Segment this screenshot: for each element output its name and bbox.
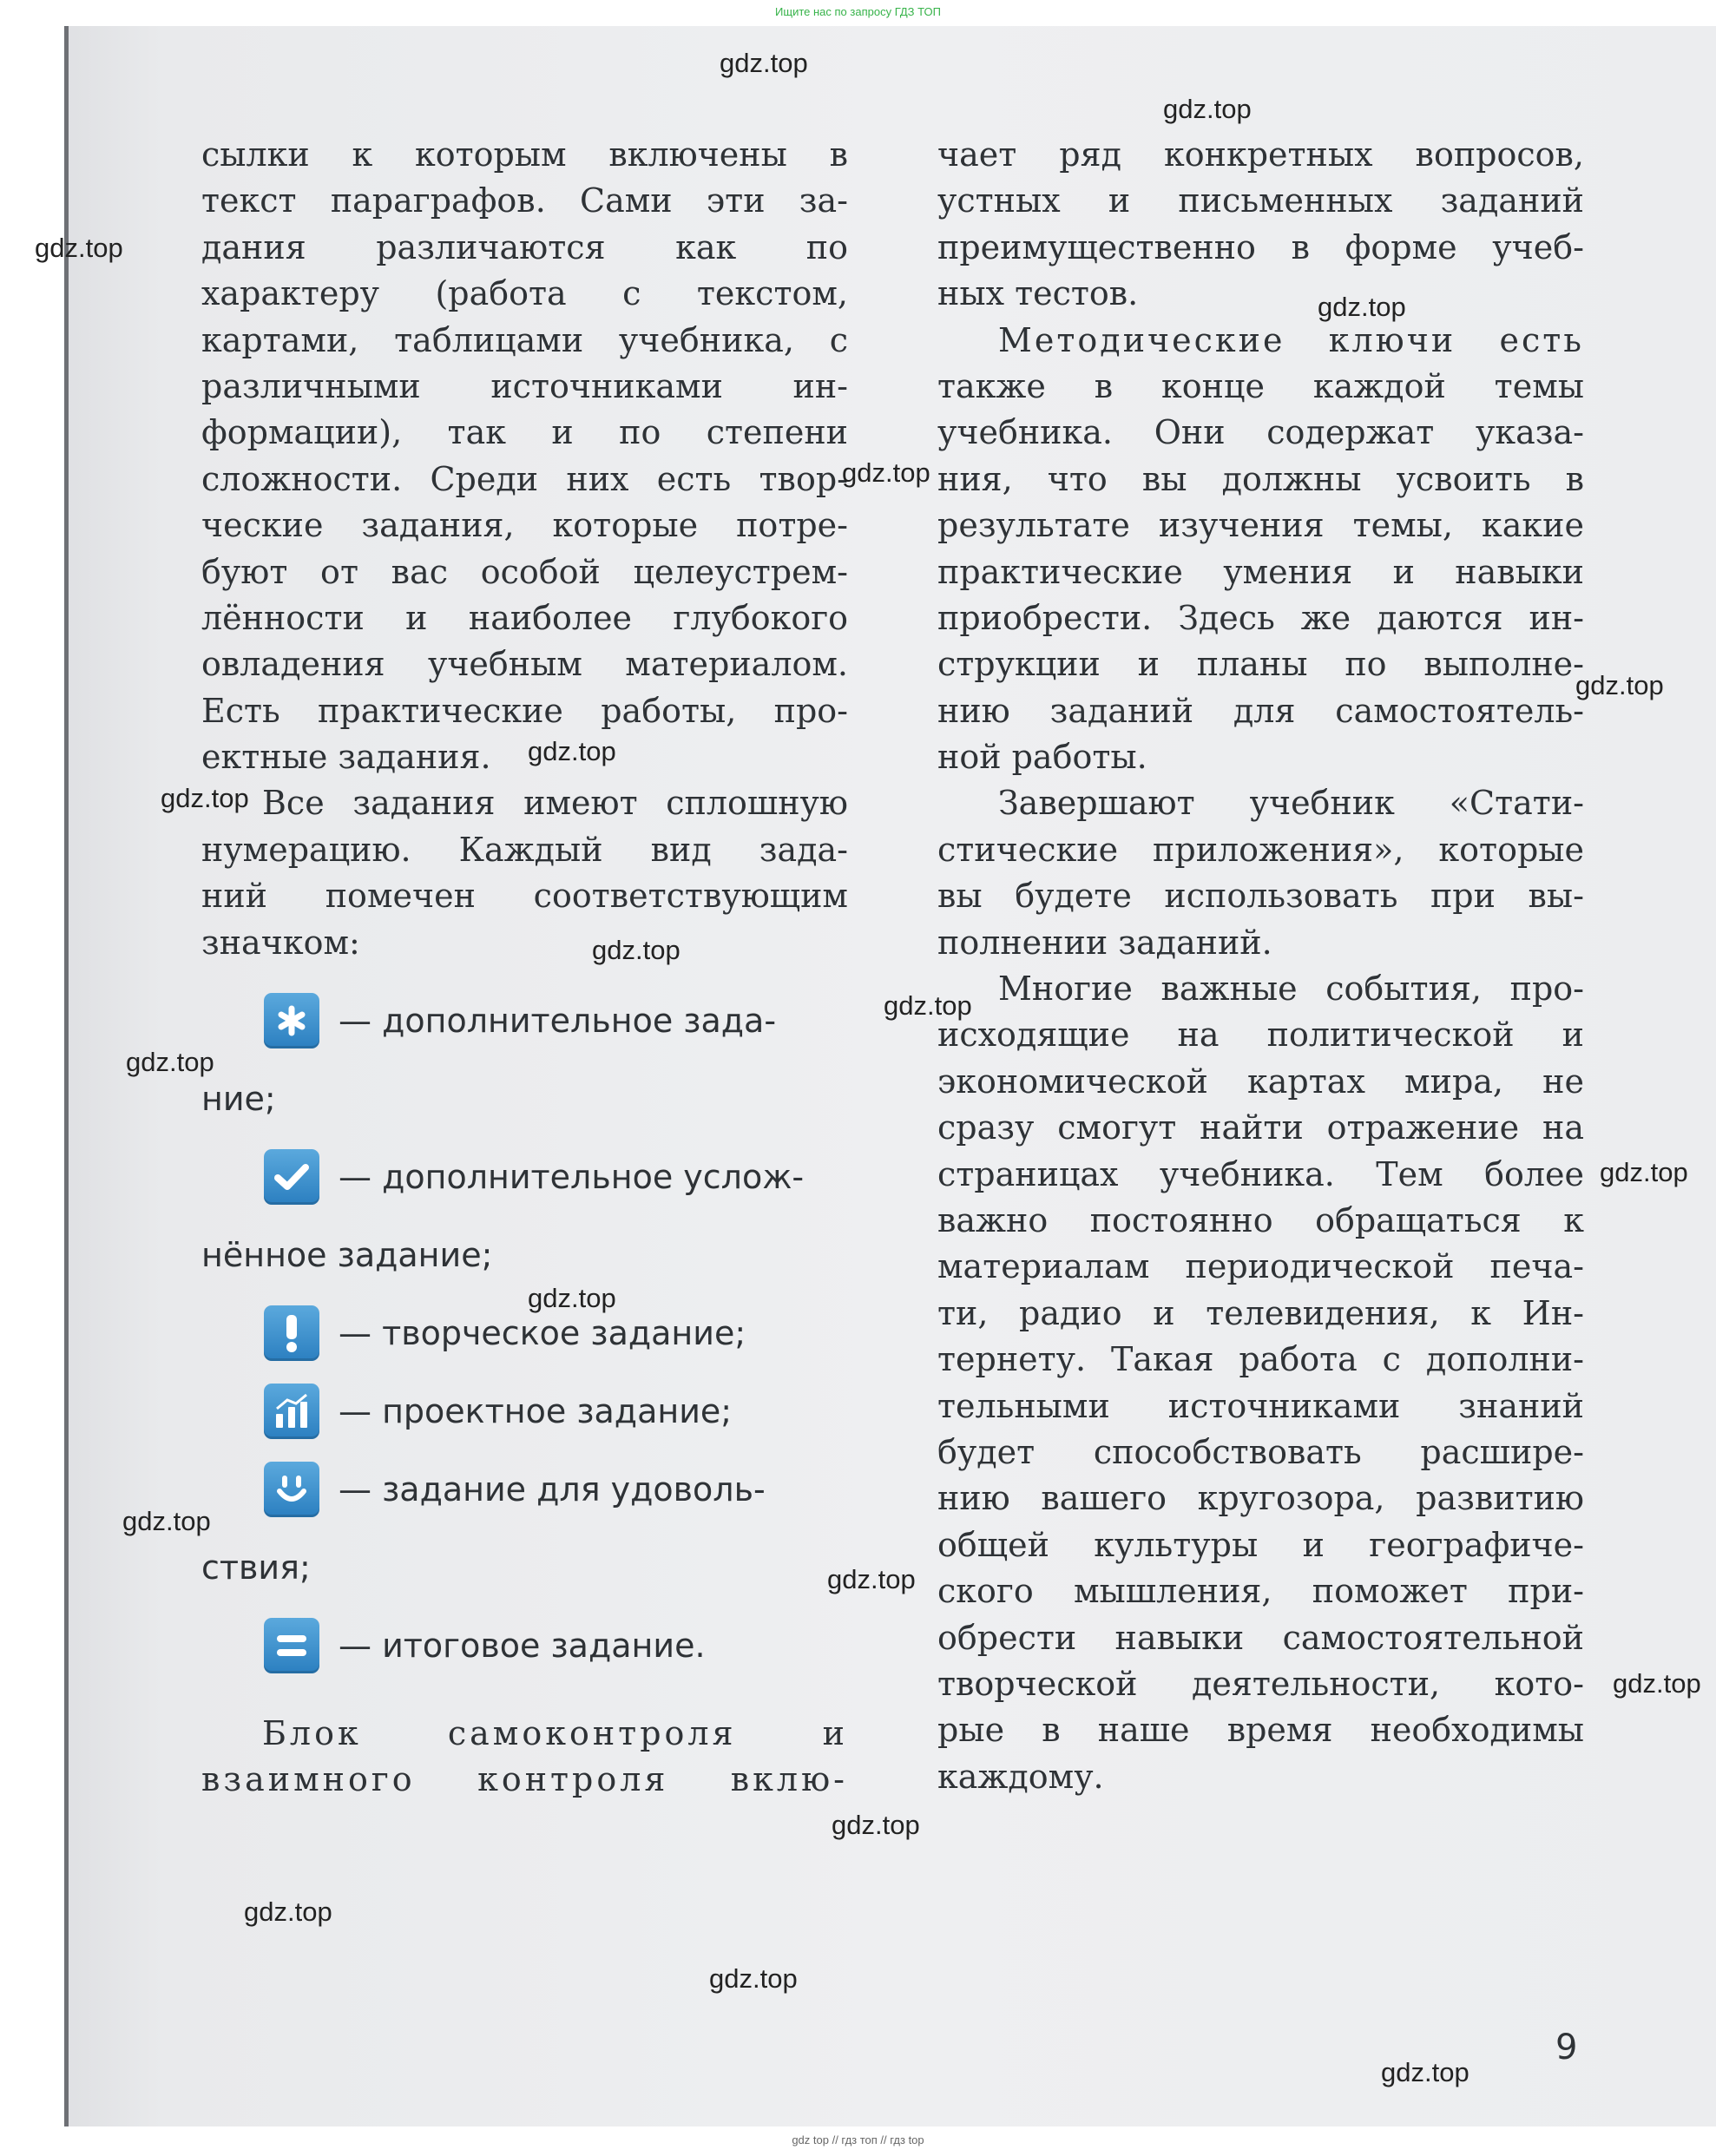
checkmark-icon bbox=[264, 1149, 319, 1205]
watermark: gdz.top bbox=[244, 1896, 332, 1927]
exclamation-icon bbox=[264, 1305, 319, 1361]
text-line: результате изучения темы, какие bbox=[937, 506, 1584, 545]
text-line: материалам периодической печа- bbox=[937, 1247, 1584, 1286]
left-column bbox=[201, 132, 848, 966]
bar-chart-icon bbox=[264, 1384, 319, 1439]
text-line: приобрести. Здесь же даются ин- bbox=[937, 598, 1584, 637]
text-line: практические умения и навыки bbox=[937, 552, 1584, 591]
text-line: стические приложения», которые bbox=[937, 830, 1584, 869]
text-line: обрести навыки самостоятельной bbox=[937, 1618, 1584, 1657]
text-line: ческие задания, которые потре- bbox=[201, 506, 848, 545]
text-line: ектные задания. bbox=[201, 738, 491, 777]
legend-item-creative bbox=[201, 1307, 848, 1359]
text-line: характеру (работа с текстом, bbox=[201, 274, 848, 313]
text-line: страницах учебника. Тем более bbox=[937, 1154, 1584, 1193]
legend-label: ние; bbox=[201, 1080, 276, 1118]
legend-item-final bbox=[201, 1620, 848, 1672]
footer-note: gdz top // гдз топ // гдз top bbox=[792, 2133, 924, 2146]
watermark: gdz.top bbox=[592, 935, 680, 965]
smiley-icon bbox=[264, 1462, 319, 1517]
watermark: gdz.top bbox=[1318, 292, 1406, 322]
legend-item-advanced-cont bbox=[201, 1229, 848, 1281]
text-line: исходящие на политической и bbox=[937, 1016, 1584, 1055]
legend-item-additional bbox=[201, 995, 848, 1047]
text-line: нию вашего кругозора, развитию bbox=[937, 1479, 1584, 1518]
watermark: gdz.top bbox=[884, 990, 972, 1021]
watermark: gdz.top bbox=[1600, 1157, 1688, 1187]
legend-item-fun bbox=[201, 1463, 848, 1515]
text-line: струкции и планы по выполне- bbox=[937, 645, 1584, 684]
text-line: ной работы. bbox=[937, 738, 1147, 777]
legend-label: — дополнительное услож- bbox=[339, 1158, 805, 1196]
legend-item-additional-cont bbox=[201, 1073, 848, 1125]
text-line: картами, таблицами учебника, с bbox=[201, 320, 848, 359]
text-line: ний помечен соответствующим bbox=[201, 877, 848, 916]
asterisk-icon bbox=[264, 993, 319, 1048]
text-line: Есть практические работы, про- bbox=[201, 691, 848, 730]
text-line: нию заданий для самостоятель- bbox=[937, 691, 1584, 730]
text-line: ти, радио и телевидения, к Ин- bbox=[937, 1293, 1584, 1332]
text-line: также в конце каждой темы bbox=[937, 366, 1584, 405]
text-line: буют от вас особой целеустрем- bbox=[201, 552, 848, 591]
text-line: общей культуры и географиче- bbox=[937, 1525, 1584, 1564]
text-line: Завершают учебник «Стати- bbox=[998, 784, 1584, 823]
text-line: тельными источниками знаний bbox=[937, 1386, 1584, 1425]
watermark: gdz.top bbox=[842, 457, 930, 488]
text-line: каждому. bbox=[937, 1757, 1104, 1796]
text-line: рые в наше время необходимы bbox=[937, 1711, 1584, 1750]
legend-label: — проектное задание; bbox=[339, 1392, 733, 1430]
text-line: Многие важные события, про- bbox=[998, 970, 1584, 1009]
watermark: gdz.top bbox=[827, 1564, 916, 1594]
page-edge bbox=[64, 26, 69, 2126]
watermark: gdz.top bbox=[528, 736, 616, 766]
text-line: лённости и наиболее глубокого bbox=[201, 598, 848, 637]
left-column-bottom bbox=[201, 1711, 848, 1804]
legend-label: — задание для удоволь- bbox=[339, 1470, 766, 1509]
text-line: Все задания имеют сплошную bbox=[262, 784, 848, 823]
text-line: сылки к которым включены в bbox=[201, 135, 848, 174]
text-line: сложности. Среди них есть твор- bbox=[201, 459, 848, 498]
text-line: полнении заданий. bbox=[937, 923, 1272, 962]
text-line: овладения учебным материалом. bbox=[201, 645, 848, 684]
text-line: формации), так и по степени bbox=[201, 413, 848, 452]
watermark: gdz.top bbox=[1575, 670, 1664, 700]
text-line: текст параграфов. Сами эти за- bbox=[201, 181, 848, 220]
text-line: тернету. Такая работа с дополни- bbox=[937, 1340, 1584, 1379]
text-line: различными источниками ин- bbox=[201, 366, 848, 405]
watermark: gdz.top bbox=[126, 1047, 214, 1077]
watermark: gdz.top bbox=[720, 48, 808, 78]
legend-label: ствия; bbox=[201, 1548, 311, 1587]
watermark: gdz.top bbox=[832, 1810, 920, 1840]
text-line: учебника. Они содержат указа- bbox=[937, 413, 1584, 452]
watermark: gdz.top bbox=[1163, 94, 1252, 124]
text-line: сразу смогут найти отражение на bbox=[937, 1108, 1584, 1147]
text-line: ского мышления, поможет при- bbox=[937, 1572, 1584, 1611]
legend-item-advanced bbox=[201, 1151, 848, 1203]
text-line: устных и письменных заданий bbox=[937, 181, 1584, 220]
text-line: экономической картах мира, не bbox=[937, 1062, 1584, 1101]
legend-label: — итоговое задание. bbox=[339, 1627, 706, 1665]
text-line: Блок самоконтроля и bbox=[262, 1714, 848, 1752]
text-line: Методические ключи есть bbox=[998, 320, 1584, 359]
text-line: вы будете использовать при вы- bbox=[937, 877, 1584, 916]
watermark: gdz.top bbox=[122, 1506, 211, 1536]
text-line: будет способствовать расшире- bbox=[937, 1432, 1584, 1471]
equals-icon bbox=[264, 1618, 319, 1673]
header-note: Ищите нас по запросу ГДЗ ТОП bbox=[775, 5, 941, 18]
right-column bbox=[937, 132, 1584, 1800]
text-line: взаимного контроля вклю- bbox=[201, 1760, 848, 1799]
text-line: ния, что вы должны усвоить в bbox=[937, 459, 1584, 498]
text-line: чает ряд конкретных вопросов, bbox=[937, 135, 1584, 174]
text-line: ных тестов. bbox=[937, 274, 1139, 313]
text-line: значком: bbox=[201, 923, 360, 962]
text-line: важно постоянно обращаться к bbox=[937, 1200, 1584, 1239]
text-line: дания различаются как по bbox=[201, 227, 848, 266]
page-number: 9 bbox=[1555, 2028, 1578, 2067]
watermark: gdz.top bbox=[528, 1283, 616, 1313]
watermark: gdz.top bbox=[35, 233, 123, 263]
text-line: нумерацию. Каждый вид зада- bbox=[201, 830, 848, 869]
watermark: gdz.top bbox=[1381, 2057, 1469, 2087]
text-line: преимущественно в форме учеб- bbox=[937, 227, 1584, 266]
legend-label: нённое задание; bbox=[201, 1236, 493, 1274]
legend-label: — дополнительное зада- bbox=[339, 1002, 777, 1040]
watermark: gdz.top bbox=[709, 1963, 798, 1994]
watermark: gdz.top bbox=[1613, 1668, 1701, 1699]
text-line: творческой деятельности, кото- bbox=[937, 1664, 1584, 1703]
legend-item-project bbox=[201, 1385, 848, 1437]
watermark: gdz.top bbox=[161, 783, 249, 813]
legend-label: — творческое задание; bbox=[339, 1314, 746, 1352]
legend-item-fun-cont bbox=[201, 1541, 848, 1594]
